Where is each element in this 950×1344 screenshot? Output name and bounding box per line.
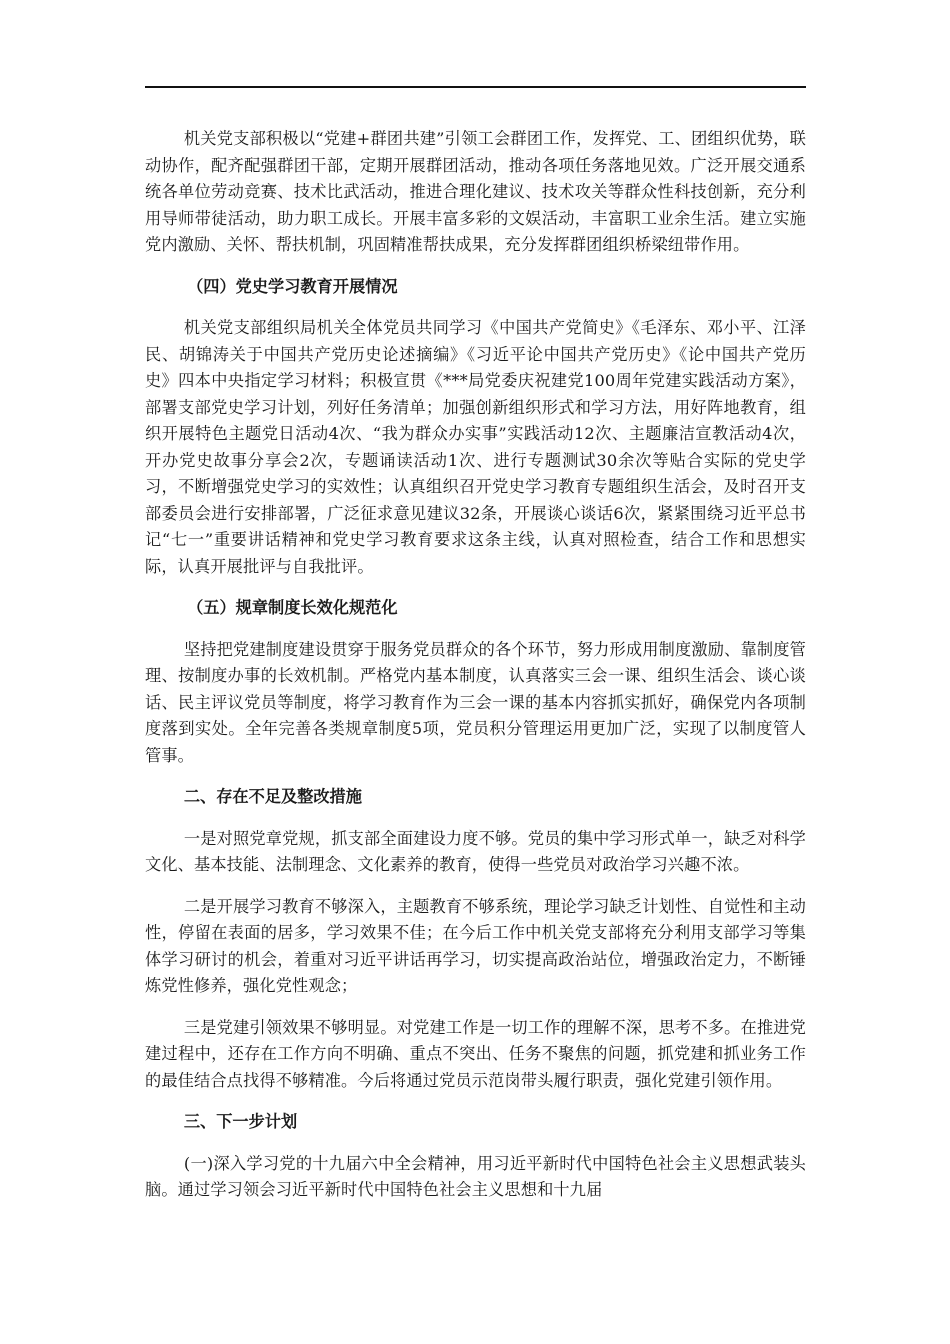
paragraph-shortcoming-3: 三是党建引领效果不够明显。对党建工作是一切工作的理解不深，思考不多。在推进党建过程中，还存在工作方向不明确、重点不突出、任务不聚焦的问题，抓党建和抓业务工作的最佳结合点找得不够精准。今后将通过党员示范岗带头履行职责，强化党建引领作用。 bbox=[145, 1017, 806, 1090]
paragraph-next-plan-1: (一)深入学习党的十九届六中全会精神，用习近平新时代中国特色社会主义思想武装头脑。通过学习领会习近平新时代中国特色社会主义思想和十九届 bbox=[145, 1153, 806, 1199]
heading-shortcomings: 二、存在不足及整改措施 bbox=[183, 787, 362, 806]
paragraph-rules-regulation: 坚持把党建制度建设贯穿于服务党员群众的各个环节，努力形成用制度激励、靠制度管理、按制度办事的长效机制。严格党内基本制度，认真落实三会一课、组织生活会、谈心谈话、民主评议党员等制度，将学习教育作为三会一课的基本内容抓实抓好，确保党内各项制度落到实处。全年完善各类规章制度5项，党员积分管理运用更加广泛，实现了以制度管人管事。 bbox=[145, 639, 806, 765]
document-body bbox=[145, 126, 806, 1219]
subheading-party-history-study: （四）党史学习教育开展情况 bbox=[187, 276, 398, 296]
paragraph-shortcoming-1: 一是对照党章党规，抓支部全面建设力度不够。党员的集中学习形式单一，缺乏对科学文化、基本技能、法制理念、文化素养的教育，使得一些党员对政治学习兴趣不浓。 bbox=[145, 828, 806, 874]
paragraph-group-work: 机关党支部积极以“党建+群团共建”引领工会群团工作，发挥党、工、团组织优势，联动协作，配齐配强群团干部，定期开展群团活动，推动各项任务落地见效。广泛开展交通系统各单位劳动竞赛、技术比武活动，推进合理化建议、技术攻关等群众性科技创新，充分利用导师带徒活动，助力职工成长。开展丰富多彩的文娱活动，丰富职工业余生活。建立实施党内激励、关怀、帮扶机制，巩固精准帮扶成果，充分发挥群团组织桥梁纽带作用。 bbox=[145, 129, 806, 254]
subheading-rules-regulation: （五）规章制度长效化规范化 bbox=[187, 598, 398, 617]
heading-next-plan: 三、下一步计划 bbox=[183, 1112, 298, 1131]
paragraph-party-history-study: 机关党支部组织局机关全体党员共同学习《中国共产党简史》《毛泽东、邓小平、江泽民、胡锦涛关于中国共产党历史论述摘编》《习近平论中国共产党历史》《论中国共产党历史》四本中央指定学习材料；积极宣贯《***局党委庆祝建党100周年党建实践活动方案》，部署支部党史学习计划，列好任务清单；加强创新组织形式和学习方法，用好阵地教育，组织开展特色主题党日活动4次、“我为群众办实事”实践活动12次、主题廉洁宣教活动4次，开办党史故事分享会2次，专题诵读活动1次、进行专题测试30余次等贴合实际的党史学习，不断增强党史学习的实效性；认真组织召开党史学习教育专题组织生活会，及时召开支部委员会进行安排部署，广泛征求意见建议32条，开展谈心谈话6次，紧紧围绕习近平总书记“七一”重要讲话精神和党史学习教育要求这条主线，认真对照检查，结合工作和思想实际，认真开展批评与自我批评。 bbox=[145, 318, 806, 576]
paragraph-shortcoming-2: 二是开展学习教育不够深入，主题教育不够系统，理论学习缺乏计划性、自觉性和主动性，停留在表面的居多，学习效果不佳；在今后工作中机关党支部将充分利用支部学习等集体学习研讨的机会，着重对习近平讲话再学习，切实提高政治站位，增强政治定力，不断锤炼党性修养，强化党性观念； bbox=[145, 896, 806, 995]
header-rule bbox=[145, 86, 806, 88]
